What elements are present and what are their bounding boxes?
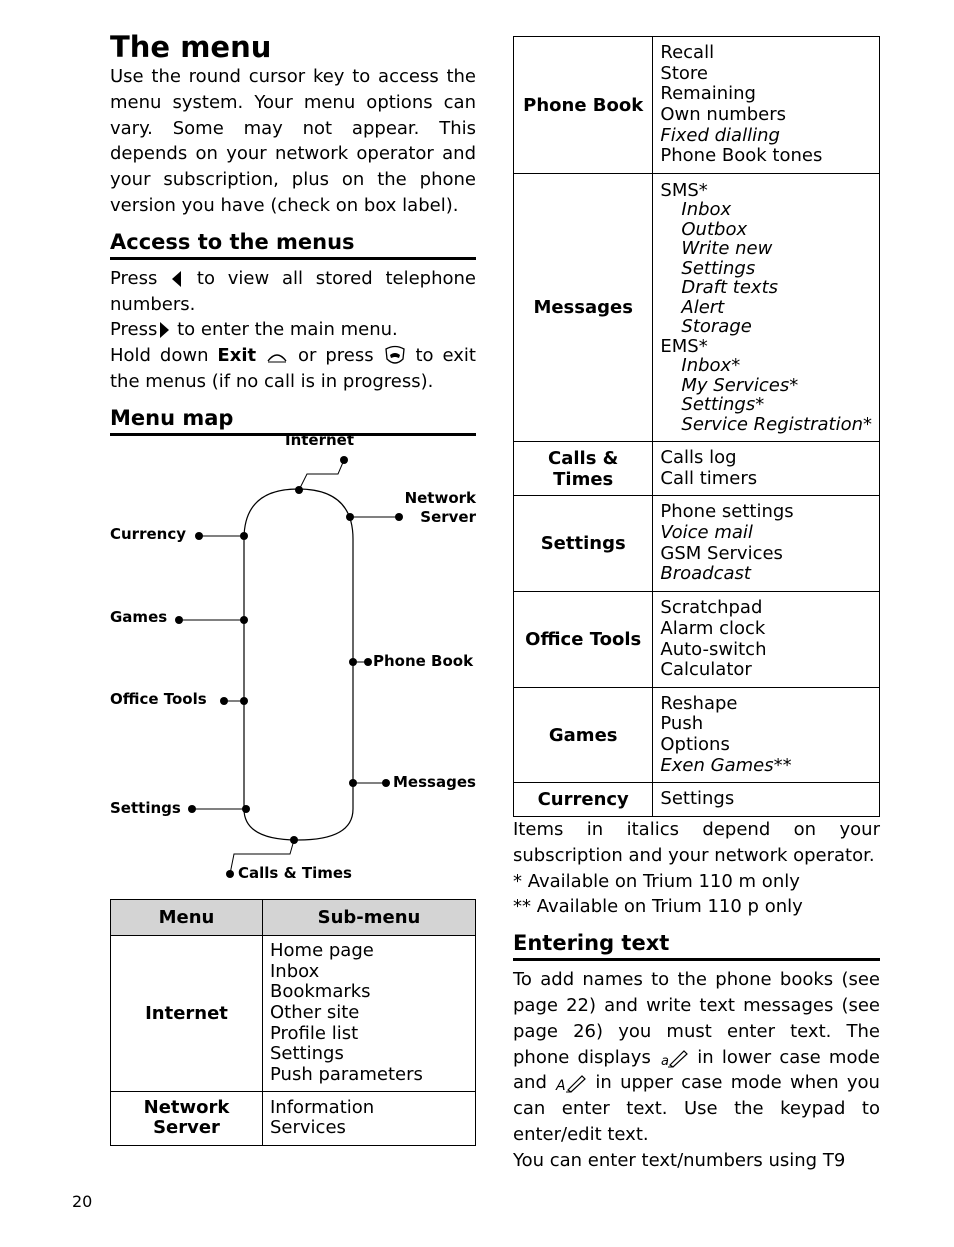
diagram-label-settings: Settings (110, 798, 181, 817)
table-row (111, 1091, 476, 1145)
network-label-2: Server (153, 1117, 220, 1139)
row-items-games (653, 688, 880, 783)
table-row (514, 496, 880, 592)
italics-note: Items in italics depend on your subscription and your network operator. (513, 819, 880, 866)
entering-text-heading: Entering text (513, 930, 880, 961)
table-row (514, 688, 880, 783)
messages-node-dot (349, 779, 357, 787)
menu-map-diagram (110, 430, 476, 906)
diagram-label-games: Games (110, 607, 168, 626)
diagram-label-messages: Messages (393, 772, 476, 791)
hangup-key-icon (383, 345, 407, 367)
row-label-messages: Messages (514, 174, 653, 442)
list-item: Auto-switch (660, 638, 767, 660)
list-item: Storage (681, 316, 752, 338)
footnote-1: * Available on Trium 110 m only (513, 870, 800, 892)
list-item: Phone Book tones (660, 145, 823, 167)
row-label-currency: Currency (514, 783, 653, 817)
entering-text-2: in lower case mode and (513, 1046, 880, 1094)
currency-end-dot (195, 532, 203, 540)
list-item: Push parameters (270, 1063, 423, 1085)
diagram-label-network-1: Network (404, 488, 476, 507)
list-item: Inbox (681, 199, 732, 221)
row-items-messages (653, 174, 880, 442)
intro-paragraph: Use the round cursor key to access the menu system. Your menu options can vary. Some may not appear. This depends on your network operator and your subscription, plus on the phone version you have (check on box label). (110, 66, 476, 216)
diagram-label-calls-times: Calls & Times (238, 863, 352, 882)
diagram-label-internet: Internet (285, 430, 355, 449)
games-end-dot (175, 616, 183, 624)
calls-end-dot (226, 870, 234, 878)
list-item: SMS* (660, 179, 708, 201)
row-items-internet (263, 935, 476, 1091)
table-row (514, 174, 880, 442)
entering-text-t9: You can enter text/numbers using T9 (513, 1149, 846, 1171)
list-item: Service Registration* (681, 413, 872, 435)
internet-end-dot (340, 456, 348, 464)
list-item: Calculator (660, 659, 752, 681)
currency-node-dot (240, 532, 248, 540)
office-node-dot (240, 697, 248, 705)
list-item: Draft texts (681, 277, 779, 299)
settings-node-dot (242, 805, 250, 813)
list-item: Calls log (660, 446, 737, 468)
row-label-network (111, 1091, 263, 1145)
settings-end-dot (188, 805, 196, 813)
network-label-1: Network (143, 1097, 230, 1119)
access-line-1 (110, 266, 476, 318)
row-label-phone-book: Phone Book (514, 37, 653, 174)
office-end-dot (220, 697, 228, 705)
table-row (514, 37, 880, 174)
menu-table-continued (513, 36, 880, 817)
footnote-2: ** Available on Trium 110 p only (513, 896, 803, 918)
lowercase-pen-icon (659, 1048, 689, 1068)
table-row (514, 592, 880, 688)
row-items-currency (653, 783, 880, 817)
list-item: Settings (660, 788, 735, 810)
row-label-office: Office Tools (514, 592, 653, 688)
phonebook-node-dot (349, 658, 357, 666)
network-node-dot (346, 513, 354, 521)
access-press-text: Press (110, 267, 158, 289)
list-item: Settings (270, 1043, 344, 1065)
list-item: Recall (660, 42, 715, 64)
calls-node-dot (290, 836, 298, 844)
row-items-network (263, 1091, 476, 1145)
row-label-internet: Internet (111, 935, 263, 1091)
internet-node-dot (295, 486, 303, 494)
right-column (513, 36, 880, 1174)
table-row (514, 783, 880, 817)
list-item: Settings (681, 257, 756, 279)
svg-text:A: A (556, 1078, 566, 1094)
diagram-label-network-2: Server (420, 507, 476, 526)
left-arrow-icon (170, 270, 184, 288)
list-item: Options (660, 734, 730, 755)
list-item: My Services* (681, 374, 799, 396)
list-item: Other site (270, 1001, 360, 1023)
list-item: Own numbers (660, 104, 787, 125)
list-item: Call timers (660, 467, 758, 489)
page-title: The menu (110, 30, 272, 64)
entering-text-1: To add names to the phone books (see page 22) and write text messages (see page 26) you must enter text. The phone displays (513, 969, 880, 1068)
page-number: 20 (72, 1192, 93, 1211)
right-arrow-icon (157, 321, 171, 339)
col-menu-header: Menu (111, 899, 263, 935)
list-item: Write new (681, 238, 773, 260)
softkey-icon (265, 347, 289, 365)
left-column (110, 30, 476, 1146)
row-label-games: Games (514, 688, 653, 783)
list-item: Exen Games** (660, 754, 792, 776)
games-node-dot (240, 616, 248, 624)
exit-keyword: Exit (217, 345, 257, 367)
list-item: GSM Services (660, 542, 783, 564)
list-item: Phone settings (660, 501, 794, 523)
entering-text-3: in upper case mode when you can enter text. Use the keypad to enter/edit text. (513, 1072, 880, 1145)
messages-end-dot (382, 779, 390, 787)
list-item: Home page (270, 940, 374, 962)
entering-text-paragraph (513, 967, 880, 1148)
row-items-calls (653, 442, 880, 496)
diagram-label-phone-book: Phone Book (373, 651, 474, 670)
diagram-label-office-tools: Office Tools (110, 689, 207, 708)
menu-map-heading: Menu map (110, 405, 476, 436)
list-item: Store (660, 62, 708, 84)
list-item: Inbox* (681, 355, 741, 377)
list-item: Broadcast (660, 563, 751, 585)
access-line3-text: to exit the menus (if no call is in progress). (110, 345, 476, 392)
list-item: Inbox (270, 960, 320, 982)
list-item: Reshape (660, 692, 738, 714)
list-item: Voice mail (660, 521, 753, 543)
access-heading: Access to the menus (110, 229, 476, 260)
access-line2-text: to enter the main menu. (177, 319, 398, 341)
list-item: Alert (681, 296, 725, 318)
list-item: Remaining (660, 83, 756, 105)
hold-down-text: Hold down (110, 345, 209, 367)
list-item: Settings* (681, 394, 765, 416)
access-line-2 (110, 317, 476, 343)
diagram-label-currency: Currency (110, 524, 187, 543)
list-item: Scratchpad (660, 597, 763, 619)
row-items-phone-book (653, 37, 880, 174)
list-item: Fixed dialling (660, 124, 780, 146)
access-line-3 (110, 343, 476, 395)
list-item: Push (660, 713, 704, 735)
access-press-text-2: Press (110, 319, 158, 341)
uppercase-pen-icon (555, 1073, 587, 1093)
access-line1-text: to view all stored telephone numbers. (110, 267, 476, 315)
table-row (514, 442, 880, 496)
svg-text:a: a (661, 1053, 670, 1068)
list-item: Outbox (681, 218, 748, 240)
or-press-text: or press (297, 345, 374, 367)
list-item: Bookmarks (270, 981, 371, 1003)
list-item: EMS* (660, 335, 708, 357)
list-item: Profile list (270, 1022, 359, 1044)
list-item: Services (270, 1117, 346, 1139)
col-submenu-header: Sub-menu (263, 899, 476, 935)
row-label-settings: Settings (514, 496, 653, 592)
phonebook-end-dot (364, 658, 372, 666)
row-items-settings (653, 496, 880, 592)
table-row (111, 935, 476, 1091)
list-item: Information (270, 1096, 375, 1118)
row-label-calls: Calls & Times (514, 442, 653, 496)
menu-table (110, 899, 476, 1146)
list-item: Alarm clock (660, 617, 766, 639)
row-items-office (653, 592, 880, 688)
